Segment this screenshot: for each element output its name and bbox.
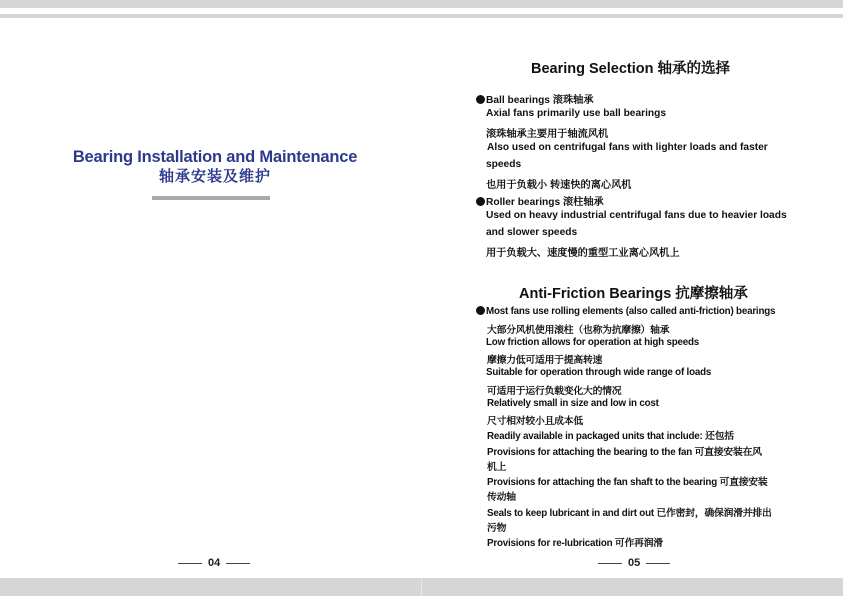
section-title-anti-friction: Anti-Friction Bearings 抗摩擦轴承 — [519, 286, 748, 302]
list-item: Provisions for attaching the bearing to the fan 可直接安装在风 — [487, 446, 762, 458]
list-item: and slower speeds — [486, 227, 578, 238]
title-underline — [152, 196, 270, 200]
list-item: Used on heavy industrial centrifugal fans due to heavier loads — [486, 210, 787, 221]
list-item: Low friction allows for operation at high speeds — [486, 336, 700, 348]
list-item: Suitable for operation through wide range of loads — [486, 367, 712, 378]
list-item: 也用于负载小 转速快的离心风机 — [486, 180, 632, 191]
list-item: Provisions for re-lubrication 可作再润滑 — [487, 538, 663, 549]
list-item: Most fans use rolling elements (also called anti-friction) bearings — [476, 306, 775, 317]
left-title-zh: 轴承安装及维护 — [158, 168, 271, 185]
left-page-number — [178, 557, 256, 569]
list-item: 机上 — [487, 461, 507, 473]
right-page-number-text: 05 — [628, 557, 641, 569]
left-page-title — [40, 147, 390, 187]
list-item: Relatively small in size and low in cost — [487, 397, 659, 409]
list-item: 污物 — [487, 522, 507, 534]
right-page-number — [598, 557, 676, 569]
list-item: Provisions for attaching the fan shaft to the bearing 可直接安装 — [487, 477, 768, 488]
list-item: Seals to keep lubricant in and dirt out 已作密封，确保润滑并排出 — [487, 507, 772, 519]
bullet-icon — [476, 306, 485, 315]
list-item: Also used on centrifugal fans with lighter loads and faster — [487, 142, 768, 153]
list-item: 可适用于运行负载变化大的情况 — [487, 385, 622, 397]
list-item: Readily available in packaged units that include: 还包括 — [487, 431, 734, 442]
pagenum-dash — [178, 563, 202, 564]
list-item: speeds — [486, 159, 522, 170]
page-gutter — [421, 578, 422, 596]
pagenum-dash — [226, 563, 250, 564]
left-title-en: Bearing Installation and Maintenance — [72, 148, 358, 166]
list-item: Ball bearings 滚珠轴承 — [476, 91, 594, 106]
header-band — [0, 0, 843, 8]
list-item: 滚珠轴承主要用于轴流风机 — [486, 129, 609, 140]
list-item: Roller bearings 滚柱轴承 — [476, 193, 604, 208]
pagenum-dash — [646, 563, 670, 564]
bullet-icon — [476, 95, 485, 104]
section-title-bearing-selection: Bearing Selection 轴承的选择 — [531, 61, 731, 77]
list-item: 尺寸相对较小且成本低 — [487, 416, 583, 427]
left-page-number-text: 04 — [208, 557, 221, 569]
header-stripe — [0, 14, 843, 18]
list-item: 大部分风机使用滚柱（也称为抗摩擦）轴承 — [487, 324, 670, 336]
list-item: 用于负载大、速度慢的重型工业离心风机上 — [486, 248, 680, 259]
pagenum-dash — [598, 563, 622, 564]
bullet-icon — [476, 197, 485, 206]
list-item: 摩擦力低可适用于提高转速 — [487, 355, 603, 366]
list-item: 传动轴 — [487, 492, 516, 503]
list-item: Axial fans primarily use ball bearings — [486, 108, 667, 119]
